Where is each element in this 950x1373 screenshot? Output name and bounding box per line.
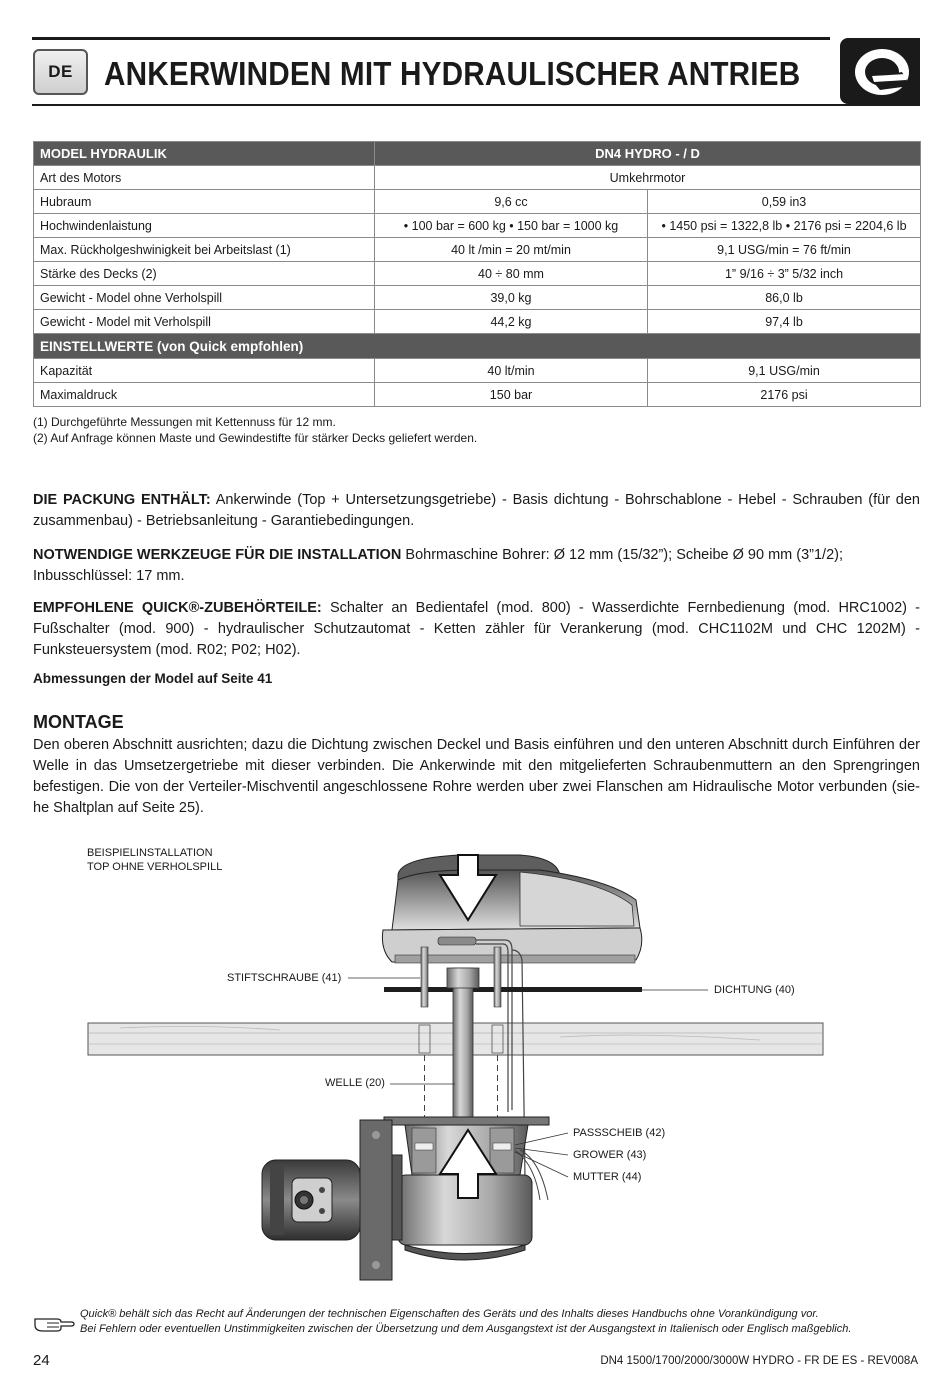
page-title: ANKERWINDEN MIT HYDRAULISCHER ANTRIEB bbox=[104, 55, 801, 92]
row-label: Maximaldruck bbox=[34, 383, 375, 407]
header-bottom-rule bbox=[32, 104, 920, 106]
row-label: Art des Motors bbox=[34, 166, 375, 190]
diagram-caption-line1: BEISPIELINSTALLATION bbox=[87, 847, 213, 859]
label-nut: MUTTER (44) bbox=[573, 1171, 642, 1183]
language-badge: DE bbox=[33, 49, 88, 95]
row-imperial: 9,1 USG/min bbox=[648, 359, 921, 383]
label-washer: PASSSCHEIB (42) bbox=[573, 1127, 666, 1139]
table-row bbox=[34, 190, 921, 214]
row-imperial: 1” 9/16 ÷ 3” 5/32 inch bbox=[648, 262, 921, 286]
montage-heading: MONTAGE bbox=[33, 712, 124, 732]
row-metric: • 100 bar = 600 kg • 150 bar = 1000 kg bbox=[375, 214, 648, 238]
table-row bbox=[34, 286, 921, 310]
table-header-model: DN4 HYDRO - / D bbox=[375, 142, 921, 166]
row-metric: 150 bar bbox=[375, 383, 648, 407]
diagram-caption-line2: TOP OHNE VERHOLSPILL bbox=[87, 861, 223, 873]
row-value: Umkehrmotor bbox=[375, 166, 921, 190]
row-metric: 40 ÷ 80 mm bbox=[375, 262, 648, 286]
table-row bbox=[34, 166, 921, 190]
row-metric: 39,0 kg bbox=[375, 286, 648, 310]
header-top-rule bbox=[32, 37, 830, 40]
settings-header-row bbox=[34, 334, 921, 359]
quick-logo-icon bbox=[840, 38, 920, 104]
footnote-1: (1) Durchgeführte Messungen mit Kettennuss für 12 mm. bbox=[33, 415, 336, 429]
row-imperial: • 1450 psi = 1322,8 lb • 2176 psi = 2204,6 lb bbox=[648, 214, 921, 238]
settings-header: EINSTELLWERTE (von Quick empfohlen) bbox=[34, 334, 921, 359]
installation-diagram bbox=[80, 840, 840, 1290]
dimensions-note: Abmessungen der Model auf Seite 41 bbox=[33, 671, 273, 686]
accessories-paragraph bbox=[33, 598, 920, 661]
row-label: Hochwindenlaistung bbox=[34, 214, 375, 238]
table-row bbox=[34, 310, 921, 334]
label-shaft: WELLE (20) bbox=[325, 1077, 385, 1089]
row-imperial: 0,59 in3 bbox=[648, 190, 921, 214]
package-contents-paragraph bbox=[33, 490, 920, 532]
footnote-2: (2) Auf Anfrage können Maste und Gewindestifte für stärker Decks geliefert werden. bbox=[33, 431, 478, 445]
table-row bbox=[34, 214, 921, 238]
label-grower: GROWER (43) bbox=[573, 1149, 647, 1161]
table-row bbox=[34, 359, 921, 383]
accessories-heading: EMPFOHLENE QUICK®-ZUBEHÖRTEILE: bbox=[33, 600, 322, 616]
specifications-table bbox=[33, 141, 921, 407]
table-row bbox=[34, 262, 921, 286]
row-imperial: 2176 psi bbox=[648, 383, 921, 407]
package-heading: DIE PACKUNG ENTHÄLT: bbox=[33, 492, 211, 508]
row-label: Gewicht - Model mit Verholspill bbox=[34, 310, 375, 334]
tools-text: Bohrmaschine Bohrer: Ø 12 mm (15/32”); Scheibe Ø 90 mm (3”1/2); Inbusschlüssel: 17 mm. bbox=[33, 547, 844, 584]
row-label: Kapazität bbox=[34, 359, 375, 383]
row-metric: 40 lt /min = 20 mt/min bbox=[375, 238, 648, 262]
row-metric: 9,6 cc bbox=[375, 190, 648, 214]
page-number: 24 bbox=[33, 1352, 50, 1369]
row-imperial: 86,0 lb bbox=[648, 286, 921, 310]
tools-heading: NOTWENDIGE WERKZEUGE FÜR DIE INSTALLATION bbox=[33, 547, 402, 563]
label-gasket: DICHTUNG (40) bbox=[714, 984, 795, 996]
row-label: Stärke des Decks (2) bbox=[34, 262, 375, 286]
hydraulic-motor bbox=[262, 1120, 402, 1280]
label-stud: STIFTSCHRAUBE (41) bbox=[227, 972, 342, 984]
row-metric: 40 lt/min bbox=[375, 359, 648, 383]
accessories-text: Schalter an Bedientafel (mod. 800) - Wasserdichte Fernbedienung (mod. HRC1002) - Fußschalter (mod. 900) - hydraulischer Schutzautomat - Ketten zähler für Verankerung (mod. CHC1102M und CHC 1202M) - Funksteuersystem (mod. R02; P02; H02). bbox=[33, 600, 920, 658]
row-label: Max. Rückholgeshwinigkeit bei Arbeitslast (1) bbox=[34, 238, 375, 262]
package-text: Ankerwinde (Top + Untersetzungsgetriebe) - Basis dichtung - Bohrschablone - Hebel - Schrauben (für den zusammenbau) - Betriebsanleitung - Garantiebedingungen. bbox=[33, 492, 920, 529]
tools-paragraph bbox=[33, 545, 920, 587]
disclaimer-line-1: Quick® behält sich das Recht auf Änderungen der technischen Eigenschaften des Geräts und des Inhalts dieses Handbuchs ohne Vorankündigung vor. bbox=[80, 1308, 819, 1320]
table-row bbox=[34, 383, 921, 407]
table-header-row bbox=[34, 142, 921, 166]
table-header-label: MODEL HYDRAULIK bbox=[34, 142, 375, 166]
document-code: DN4 1500/1700/2000/3000W HYDRO - FR DE ES - REV008A bbox=[600, 1355, 918, 1367]
row-metric: 44,2 kg bbox=[375, 310, 648, 334]
leader-lines bbox=[348, 978, 708, 1177]
montage-text: Den oberen Abschnitt ausrichten; dazu die Dichtung zwischen Deckel und Basis einführen und den unteren Abschnitt durch Einführen der Welle in das Umsetzergetriebe mit dieser verbinden. Die Ankerwinde mit den mitgelieferten Schraubenmuttern an den Sprengringen befestigen. Die von der Verteiler-Mischventil angeschlossene Rohre werden uber zwei Flanschen am Hidraulische Motor verbunden (sie-he Shaltplan auf Seite 25). bbox=[33, 737, 920, 816]
pointing-hand-icon bbox=[33, 1313, 75, 1333]
table-row bbox=[34, 238, 921, 262]
row-imperial: 9,1 USG/min = 76 ft/min bbox=[648, 238, 921, 262]
disclaimer-line-2: Bei Fehlern oder eventuellen Unstimmigkeiten zwischen der Übersetzung und dem Ausgangstext ist der Ausgangstext in Italienisch oder Englisch maßgeblich. bbox=[80, 1323, 852, 1335]
row-imperial: 97,4 lb bbox=[648, 310, 921, 334]
row-label: Hubraum bbox=[34, 190, 375, 214]
disclaimer-note bbox=[80, 1307, 851, 1337]
row-label: Gewicht - Model ohne Verholspill bbox=[34, 286, 375, 310]
